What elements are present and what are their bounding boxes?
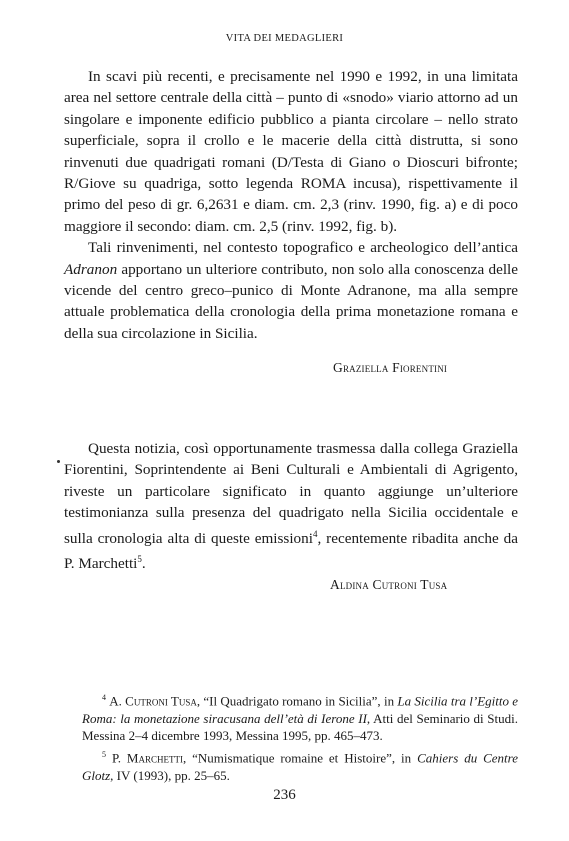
- footnote-4-text-1: , “Il Quadrigato romano in Sicilia”, in: [196, 693, 398, 709]
- footnote-ref-5[interactable]: 5: [137, 554, 142, 565]
- footnote-5: [82, 746, 518, 784]
- section-2-text: [64, 438, 518, 575]
- margin-dot: [57, 460, 60, 463]
- paragraph-3-part-3: .: [141, 555, 146, 573]
- footnote-5-title: Cahiers du Centre Glotz: [82, 750, 519, 783]
- paragraph-3: [64, 438, 518, 575]
- adranon-italic: Adranon: [64, 260, 118, 278]
- footnote-5-text-2: , IV (1993), pp. 25–65.: [110, 767, 230, 783]
- paragraph-3-part-2: , recentemente ribadita anche da P. Marchetti: [64, 529, 518, 573]
- running-head: VITA DEI MEDAGLIERI: [225, 33, 344, 44]
- footnote-4-author: A. Cutroni Tusa: [109, 693, 197, 709]
- footnote-ref-4[interactable]: 4: [312, 528, 318, 539]
- signature-fiorentini: Graziella Fiorentini: [333, 360, 448, 375]
- footnote-5-author: P. Marchetti: [111, 750, 183, 766]
- paragraph-1: In scavi più recenti, e precisamente nel 1990 e 1992, in una limitata area nel settore centrale della città – punto di «snodo» viario attorno ad un singolare e imponente edificio pubblico a pianta circolare – nello strato superficiale, sopra il crollo e le macerie della città distrutta, si sono rinvenuti due quadrigati romani (D/Testa di Giano o Dioscuri bifronte; R/Giove su quadriga, sotto legenda ROMA incusa), rispettivamente il primo del peso di gr. 6,2631 e diam. cm. 2,3 (rinv. 1990, fig. a) e di poco maggiore il secondo: diam. cm. 2,5 (rinv. 1992, fig. b).: [64, 68, 518, 235]
- footnote-4-mark: 4: [102, 693, 106, 702]
- footnote-4-text-2: , Atti del Seminario di Studi. Messina 2–4 dicembre 1993, Messina 1995, pp. 465–473.: [82, 710, 518, 743]
- signature-cutroni-tusa: Aldina Cutroni Tusa: [330, 577, 448, 592]
- footnote-4: [82, 689, 518, 744]
- footnotes: [82, 689, 518, 786]
- paragraph-2: [64, 237, 518, 344]
- page-number: 236: [273, 787, 296, 803]
- paragraph-2-part-1: Tali rinvenimenti, nel contesto topografico e archeologico dell’antica: [88, 239, 518, 257]
- footnote-5-text-1: , “Numismatique romaine et Histoire”, in: [182, 750, 418, 766]
- section-1-text: [64, 66, 518, 344]
- footnote-4-title: La Sicilia tra l’Egitto e Roma: la monetazione siracusana dell’età di Ierone II: [82, 693, 519, 726]
- paragraph-3-part-1: Questa notizia, così opportunamente trasmessa dalla collega Graziella Fiorentini, Soprintendente ai Beni Culturali e Ambientali di Agrigento, riveste un particolare significato in quanto aggiunge un’ulteriore testimonianza sulla presenza del quadrigato nella Sicilia occidentale e sulla cronologia alta di queste emissioni: [64, 440, 518, 547]
- footnote-5-mark: 5: [102, 750, 106, 760]
- paragraph-2-part-2: apportano un ulteriore contributo, non solo alla conoscenza delle vicende del centro greco–punico di Monte Adranone, ma alla sempre attuale problematica della cronologia della prima monetazione romana e della sua circolazione in Sicilia.: [64, 260, 518, 342]
